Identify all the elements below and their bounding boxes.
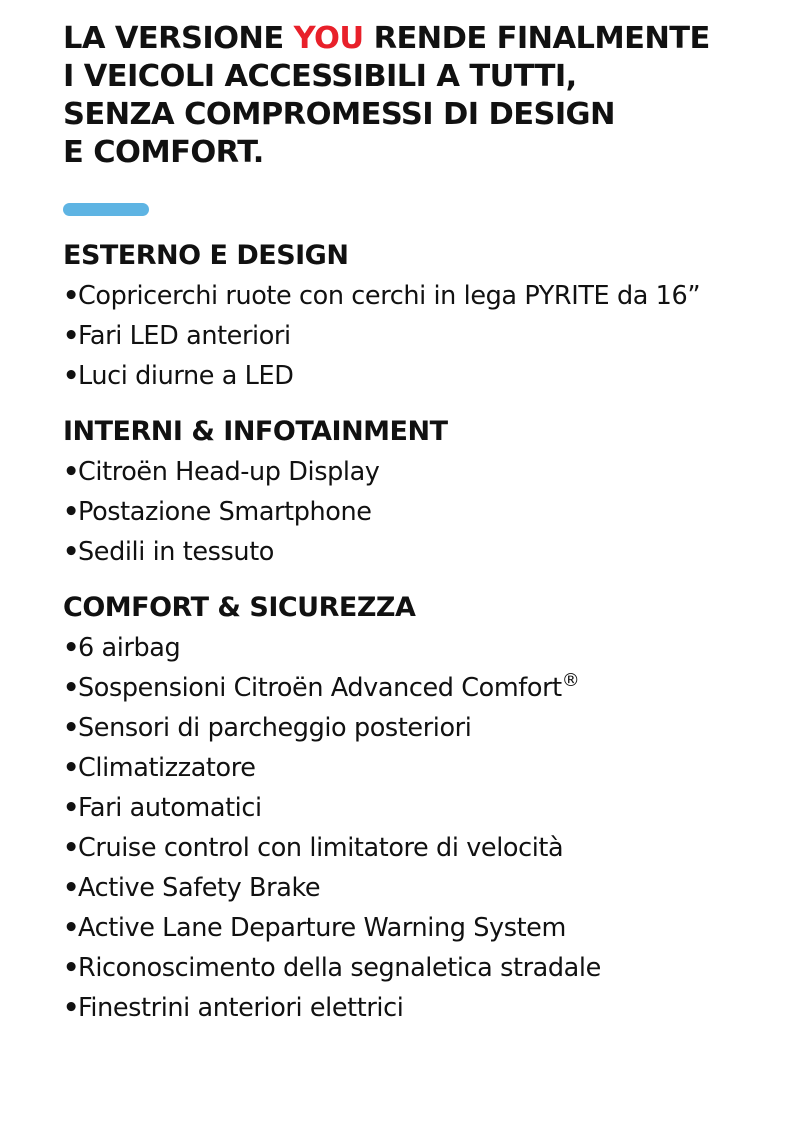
list-item-text: Active Lane Departure Warning System <box>78 913 566 943</box>
bullet-icon: • <box>63 793 79 823</box>
list-item-text: Citroën Head-up Display <box>78 457 380 487</box>
list-item <box>63 492 783 532</box>
registered-mark: ® <box>561 670 580 691</box>
bullet-icon: • <box>63 833 79 863</box>
list-item-text: Fari automatici <box>78 793 262 823</box>
bullet-icon: • <box>63 873 79 903</box>
feature-list <box>63 628 783 1028</box>
list-item <box>63 828 783 868</box>
list-item <box>63 908 783 948</box>
section-title: ESTERNO E DESIGN <box>63 240 349 271</box>
list-item-text: Sedili in tessuto <box>78 537 274 567</box>
list-item-text: Climatizzatore <box>78 753 256 783</box>
headline <box>63 20 783 172</box>
headline-accent-you: YOU <box>293 21 364 56</box>
bullet-icon: • <box>63 753 79 783</box>
list-item <box>63 788 783 828</box>
list-item <box>63 708 783 748</box>
list-item-text: Postazione Smartphone <box>78 497 372 527</box>
list-item-text: Copricerchi ruote con cerchi in lega PYRITE da 16” <box>78 281 701 311</box>
bullet-icon: • <box>63 993 79 1023</box>
list-item-text: Riconoscimento della segnaletica stradale <box>78 953 601 983</box>
headline-line-4: E COMFORT. <box>63 135 264 170</box>
blue-divider <box>63 203 149 216</box>
brochure-page <box>63 20 783 1028</box>
list-item-text: Fari LED anteriori <box>78 321 291 351</box>
list-item <box>63 356 783 396</box>
headline-line-1-pre: LA VERSIONE <box>63 21 284 56</box>
bullet-icon: • <box>63 321 79 351</box>
list-item <box>63 628 783 668</box>
bullet-icon: • <box>63 633 79 663</box>
list-item-text: 6 airbag <box>78 633 181 663</box>
list-item-text: Active Safety Brake <box>78 873 321 903</box>
list-item <box>63 532 783 572</box>
bullet-icon: • <box>63 281 79 311</box>
bullet-icon: • <box>63 953 79 983</box>
list-item <box>63 868 783 908</box>
list-item-text: Sospensioni Citroën Advanced Comfort <box>78 673 562 703</box>
section-exterior-design <box>63 236 783 396</box>
list-item <box>63 948 783 988</box>
headline-line-1 <box>63 20 783 58</box>
bullet-icon: • <box>63 913 79 943</box>
list-item <box>63 668 783 708</box>
list-item-text: Cruise control con limitatore di velocità <box>78 833 564 863</box>
headline-line-2: I VEICOLI ACCESSIBILI A TUTTI, <box>63 59 577 94</box>
section-comfort-safety <box>63 588 783 1028</box>
list-item <box>63 988 783 1028</box>
bullet-icon: • <box>63 713 79 743</box>
bullet-icon: • <box>63 497 79 527</box>
headline-line-3: SENZA COMPROMESSI DI DESIGN <box>63 97 615 132</box>
bullet-icon: • <box>63 673 79 703</box>
list-item-text: Finestrini anteriori elettrici <box>78 993 404 1023</box>
list-item-text: Luci diurne a LED <box>78 361 294 391</box>
feature-list <box>63 276 783 396</box>
bullet-icon: • <box>63 361 79 391</box>
section-title: INTERNI & INFOTAINMENT <box>63 416 448 447</box>
list-item <box>63 276 783 316</box>
feature-list <box>63 452 783 572</box>
list-item <box>63 316 783 356</box>
list-item-text: Sensori di parcheggio posteriori <box>78 713 472 743</box>
list-item <box>63 748 783 788</box>
bullet-icon: • <box>63 457 79 487</box>
section-interior-infotainment <box>63 412 783 572</box>
section-title: COMFORT & SICUREZZA <box>63 592 416 623</box>
headline-line-1-post: RENDE FINALMENTE <box>373 21 710 56</box>
bullet-icon: • <box>63 537 79 567</box>
list-item <box>63 452 783 492</box>
